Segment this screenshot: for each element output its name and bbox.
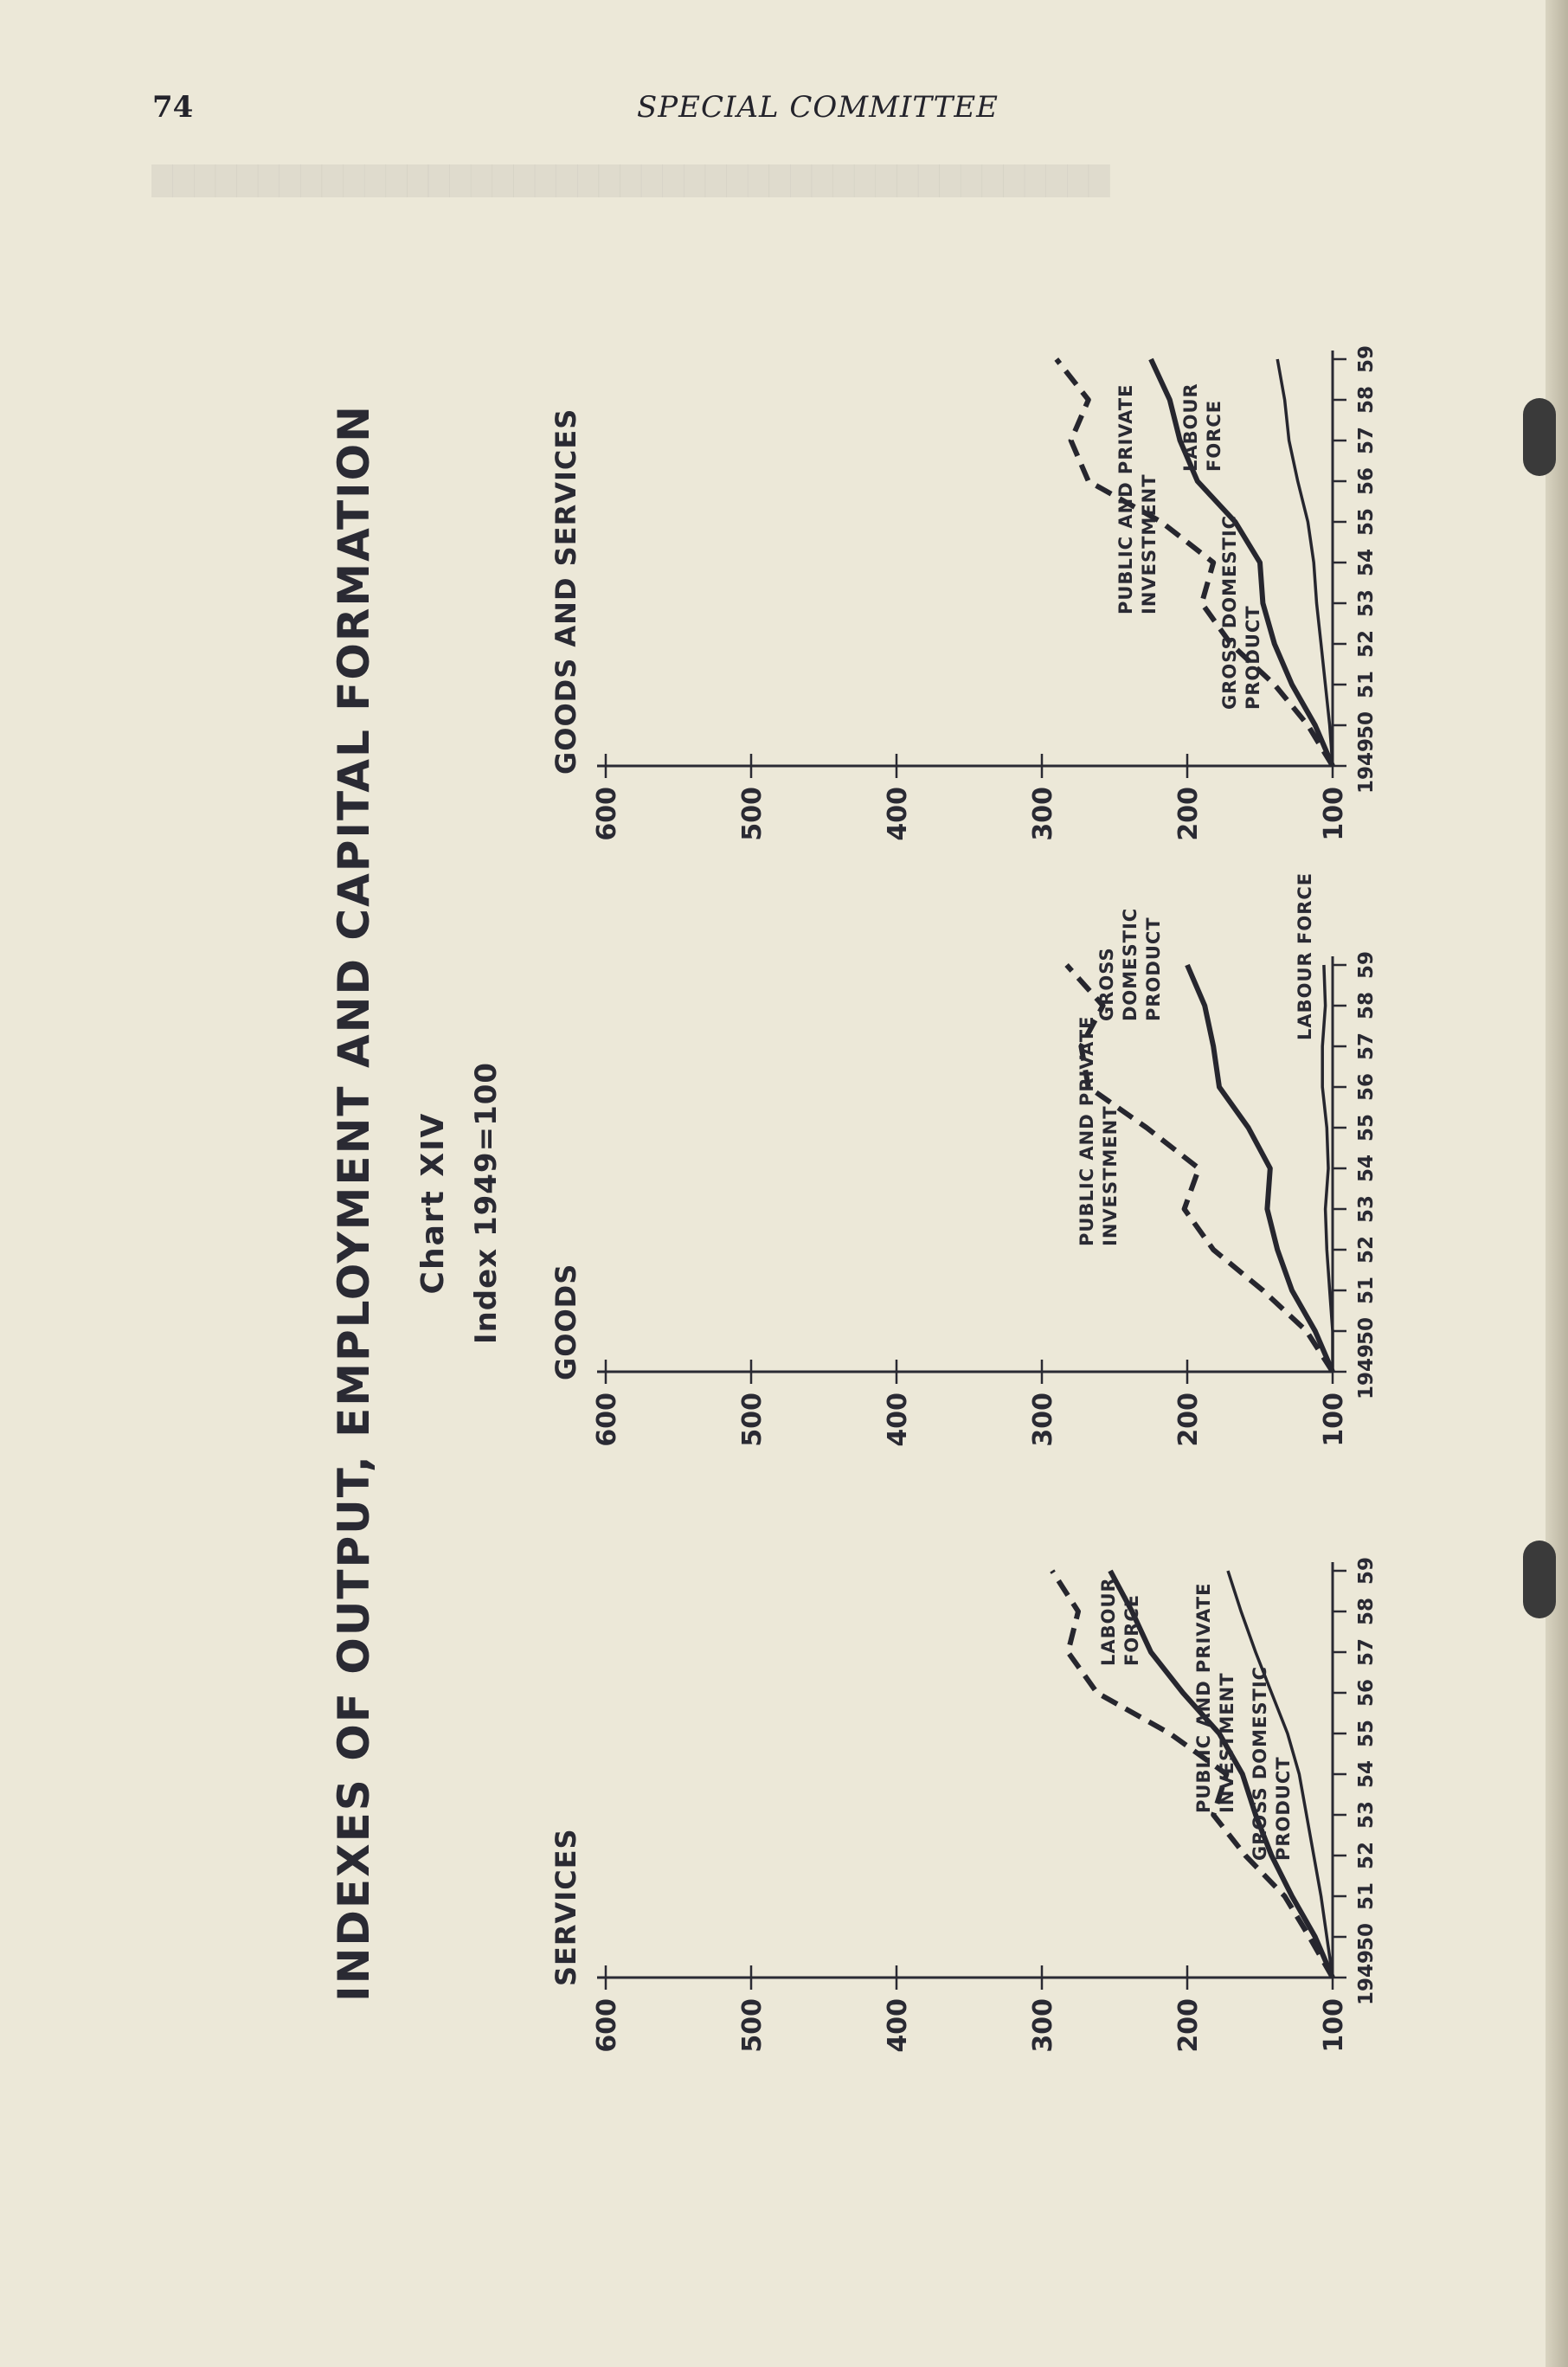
series-label: FORCE: [1121, 1593, 1142, 1666]
series-label: PUBLIC AND PRIVATE: [1115, 383, 1136, 614]
series-label: LABOUR FORCE: [1295, 872, 1315, 1040]
x-tick-label: 59: [1355, 1556, 1378, 1586]
y-tick-label: 500: [737, 1998, 768, 2053]
x-tick-label: 50: [1355, 711, 1378, 740]
x-tick-label: 54: [1355, 1154, 1378, 1183]
chart-panels: [329, 260, 1540, 2146]
series-label: PRODUCT: [1273, 1756, 1294, 1861]
series-label: GROSS DOMESTIC: [1250, 1665, 1270, 1861]
page-binding-edge: [1546, 0, 1568, 2367]
y-tick-label: 300: [1028, 1393, 1058, 1447]
series-label: GROSS: [1096, 947, 1117, 1021]
chart-title: INDEXES OF OUTPUT, EMPLOYMENT AND CAPITAL FORMATION: [329, 403, 379, 2003]
x-tick-label: 56: [1355, 1072, 1378, 1102]
x-tick-label: 51: [1355, 1276, 1378, 1305]
series-label: GROSS DOMESTIC: [1219, 514, 1240, 710]
binder-hole: [1523, 398, 1556, 476]
y-tick-label: 200: [1173, 1393, 1204, 1447]
series-label: INVESTMENT: [1139, 473, 1160, 614]
panel-title: GOODS AND SERVICES: [549, 408, 582, 775]
x-tick-label: 56: [1355, 466, 1378, 496]
x-tick-label: 57: [1355, 1637, 1378, 1667]
y-tick-label: 200: [1173, 1998, 1204, 2053]
series-line: [1151, 359, 1333, 766]
series-label: INVESTMENT: [1100, 1105, 1121, 1246]
chart-number: Chart XIV: [415, 1111, 451, 1295]
series-label: PUBLIC AND PRIVATE: [1193, 1582, 1214, 1813]
x-tick-label: 1949: [1355, 1949, 1378, 2006]
series-line: [1322, 965, 1333, 1372]
y-tick-label: 500: [737, 787, 768, 841]
x-tick-label: 52: [1355, 629, 1378, 659]
panel-title: SERVICES: [549, 1828, 582, 1986]
x-tick-label: 57: [1355, 1032, 1378, 1061]
y-tick-label: 100: [1319, 1998, 1349, 2053]
x-tick-label: 55: [1355, 1113, 1378, 1142]
series-label: PRODUCT: [1143, 917, 1164, 1021]
running-head: SPECIAL COMMITTEE: [637, 90, 999, 125]
x-tick-label: 55: [1355, 1719, 1378, 1748]
series-label: LABOUR: [1098, 1577, 1119, 1666]
x-tick-label: 55: [1355, 507, 1378, 537]
y-tick-label: 400: [883, 787, 913, 841]
x-tick-label: 51: [1355, 670, 1378, 699]
series-label: DOMESTIC: [1120, 907, 1141, 1021]
y-tick-label: 200: [1173, 787, 1204, 841]
x-tick-label: 1949: [1355, 1343, 1378, 1400]
x-tick-label: 50: [1355, 1316, 1378, 1346]
y-tick-label: 100: [1319, 1393, 1349, 1447]
y-tick-label: 300: [1028, 1998, 1058, 2053]
rotated-figure: [329, 260, 1540, 2146]
x-tick-label: 54: [1355, 1759, 1378, 1789]
x-tick-label: 58: [1355, 385, 1378, 415]
series-label: PUBLIC AND PRIVATE: [1076, 1015, 1097, 1246]
bleed-through-texture: █████████████████████████████████████████████: [151, 164, 1110, 197]
x-tick-label: 57: [1355, 426, 1378, 455]
index-base-label: Index 1949=100: [469, 1061, 504, 1345]
series-label: FORCE: [1204, 399, 1224, 472]
y-tick-label: 400: [883, 1393, 913, 1447]
x-tick-label: 51: [1355, 1881, 1378, 1911]
y-tick-label: 100: [1319, 787, 1349, 841]
y-tick-label: 400: [883, 1998, 913, 2053]
x-tick-label: 52: [1355, 1235, 1378, 1264]
x-tick-label: 59: [1355, 950, 1378, 980]
x-tick-label: 59: [1355, 344, 1378, 374]
series-label: PRODUCT: [1243, 605, 1263, 710]
binder-hole: [1523, 1540, 1556, 1618]
y-tick-label: 300: [1028, 787, 1058, 841]
y-tick-label: 600: [592, 1393, 622, 1447]
series-label: LABOUR: [1180, 383, 1201, 472]
x-tick-label: 53: [1355, 1800, 1378, 1830]
x-tick-label: 1949: [1355, 737, 1378, 794]
x-tick-label: 52: [1355, 1841, 1378, 1870]
x-tick-label: 53: [1355, 589, 1378, 618]
y-tick-label: 600: [592, 1998, 622, 2053]
x-tick-label: 56: [1355, 1678, 1378, 1708]
panel-title: GOODS: [549, 1263, 582, 1380]
x-tick-label: 54: [1355, 548, 1378, 577]
x-tick-label: 50: [1355, 1922, 1378, 1952]
x-tick-label: 58: [1355, 1597, 1378, 1626]
x-tick-label: 53: [1355, 1194, 1378, 1224]
page-number: 74: [152, 90, 194, 125]
x-tick-label: 58: [1355, 991, 1378, 1020]
series-label: INVESTMENT: [1217, 1672, 1237, 1813]
y-tick-label: 500: [737, 1393, 768, 1447]
y-tick-label: 600: [592, 787, 622, 841]
